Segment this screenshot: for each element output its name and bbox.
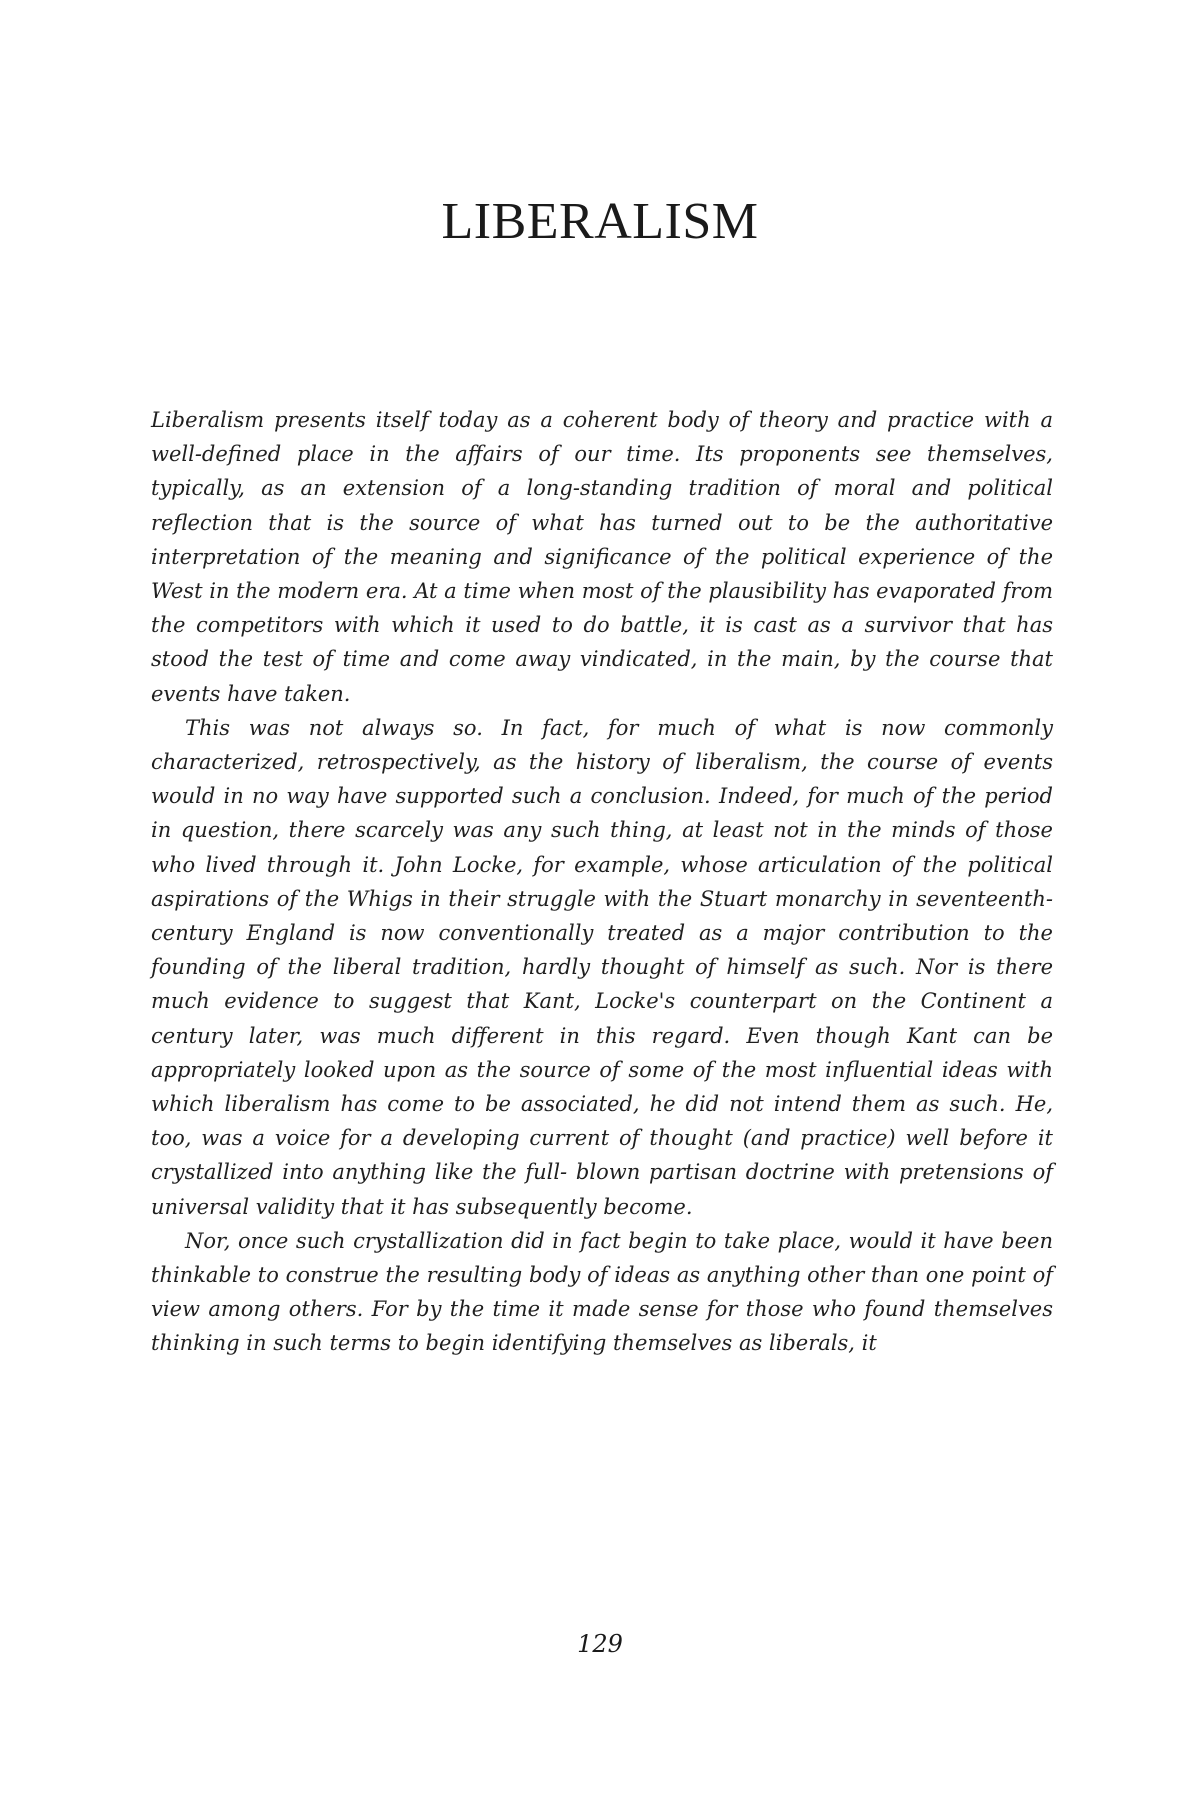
- paragraph-1: Liberalism presents itself today as a coherent body of theory and practice with a well-defined place in the affairs of our time. Its proponents see themselves, typically, as an extension of a long-standing tradition of moral and political reflection that is the source of what has turned out to be the authoritative interpretation of the meaning and significance of the political experience of the West in the modern era. At a time when most of the plausibility has evaporated from the competitors with which it used to do battle, it is cast as a survivor that has stood the test of time and come away vindicated, in the main, by the course that events have taken.: [151, 408, 1053, 706]
- paragraph-2: This was not always so. In fact, for much of what is now commonly characterized, retrospectively, as the history of liberalism, the course of events would in no way have supported such a conclusion. Indeed, for much of the period in question, there scarcely was any such thing, at least not in the minds of those who lived through it. John Locke, for example, whose articulation of the political aspirations of the Whigs in their struggle with the Stuart monarchy in seventeenth-century England is now conventionally treated as a major contribution to the founding of the liberal tradition, hardly thought of himself as such. Nor is there much evidence to suggest that Kant, Locke's counterpart on the Continent a century later, was much different in this regard. Even though Kant can be appropriately looked upon as the source of some of the most influential ideas with which liberalism has come to be associated, he did not intend them as such. He, too, was a voice for a developing current of thought (and practice) well before it crystallized into anything like the full- blown partisan doctrine with pretensions of universal validity that it has subsequently become.: [151, 715, 1053, 1219]
- paragraph-3: Nor, once such crystallization did in fact begin to take place, would it have been thinkable to construe the resulting body of ideas as anything other than one point of view among others. For by the time it made sense for those who found themselves thinking in such terms to begin identifying themselves as liberals, it: [151, 1228, 1053, 1356]
- chapter-title: LIBERALISM: [441, 193, 759, 250]
- page-number: 129: [577, 1630, 623, 1658]
- body-text: [151, 403, 1053, 1361]
